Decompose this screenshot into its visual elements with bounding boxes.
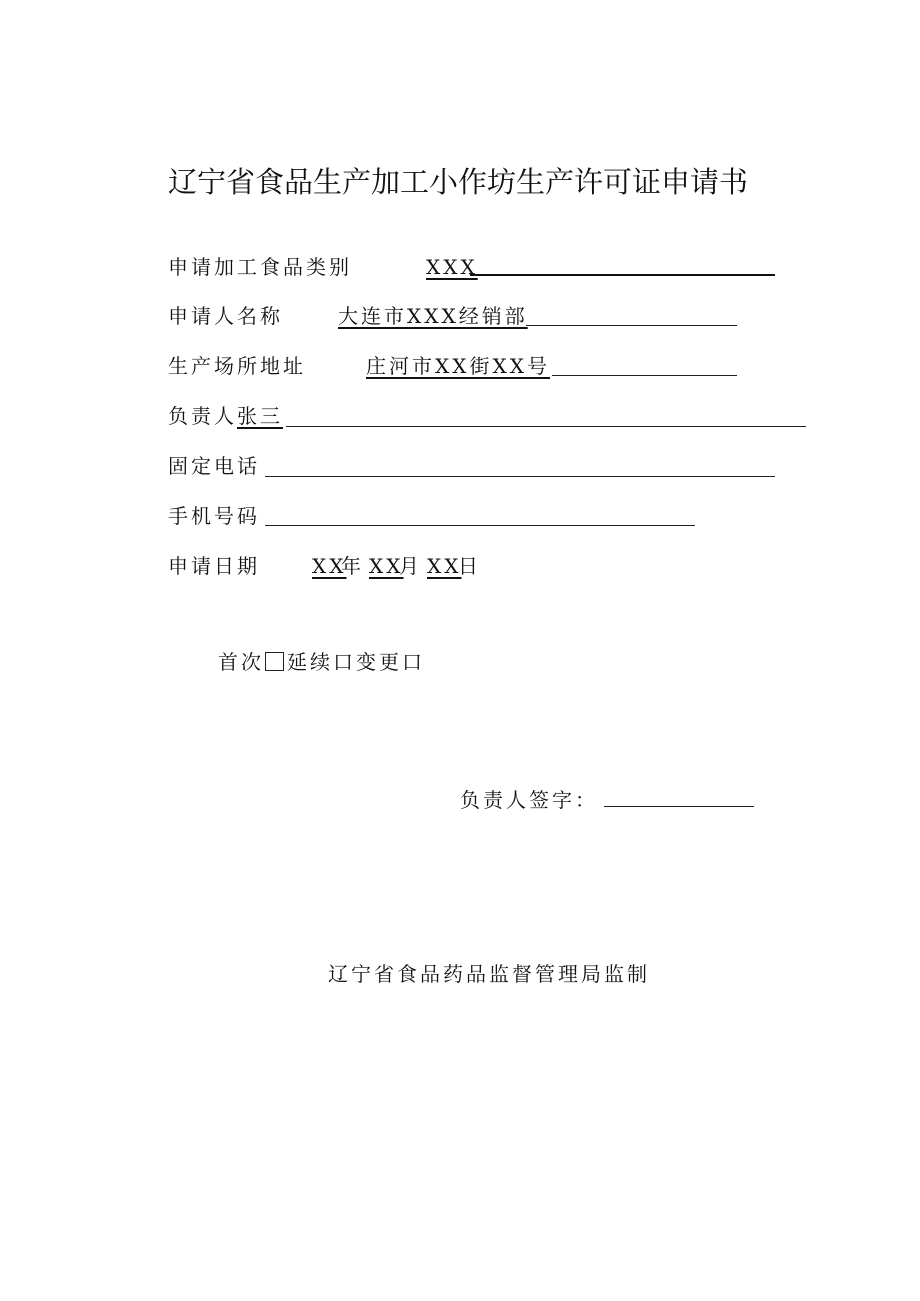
date-label: 申请日期 bbox=[168, 554, 260, 578]
applicant-value[interactable]: 大连市XXX经销部 bbox=[338, 304, 528, 328]
person-value[interactable]: 张三 bbox=[237, 404, 283, 428]
mobile-row bbox=[168, 499, 788, 533]
date-month[interactable]: XX bbox=[369, 554, 404, 578]
applicant-row bbox=[168, 299, 788, 333]
date-row bbox=[168, 549, 788, 583]
phone-row bbox=[168, 449, 788, 483]
category-row bbox=[168, 250, 788, 284]
applicant-label: 申请人名称 bbox=[168, 304, 283, 328]
person-row bbox=[168, 399, 808, 433]
mobile-label: 手机号码 bbox=[168, 504, 260, 528]
person-label: 负责人 bbox=[168, 404, 237, 428]
address-label: 生产场所地址 bbox=[168, 354, 306, 378]
phone-input[interactable] bbox=[265, 476, 775, 477]
address-underline bbox=[552, 375, 737, 376]
renew-label: 延续口 bbox=[287, 650, 356, 674]
document-title: 辽宁省食品生产加工小作坊生产许可证申请书 bbox=[168, 165, 749, 199]
date-year[interactable]: XX bbox=[312, 554, 347, 578]
category-underline bbox=[470, 274, 775, 276]
change-label: 变更口 bbox=[356, 650, 425, 674]
first-checkbox[interactable] bbox=[265, 652, 284, 671]
signature-input[interactable] bbox=[604, 806, 754, 807]
address-value[interactable]: 庄河市XX街XX号 bbox=[366, 354, 550, 378]
mobile-input[interactable] bbox=[265, 525, 695, 526]
issuer-footer: 辽宁省食品药品监督管理局监制 bbox=[328, 962, 650, 986]
date-month-unit: 月 bbox=[399, 554, 422, 578]
category-value[interactable]: XXX bbox=[426, 255, 478, 279]
signature-label: 负责人签字： bbox=[460, 788, 598, 812]
signature-area bbox=[460, 784, 598, 813]
date-year-unit: 年 bbox=[341, 554, 364, 578]
date-day-unit: 日 bbox=[458, 554, 481, 578]
address-row bbox=[168, 349, 788, 383]
application-type bbox=[218, 646, 425, 675]
applicant-underline bbox=[526, 325, 737, 326]
date-day[interactable]: XX bbox=[427, 554, 462, 578]
phone-label: 固定电话 bbox=[168, 454, 260, 478]
category-label: 申请加工食品类别 bbox=[168, 255, 352, 279]
person-underline bbox=[286, 426, 806, 427]
first-label: 首次 bbox=[218, 650, 264, 674]
